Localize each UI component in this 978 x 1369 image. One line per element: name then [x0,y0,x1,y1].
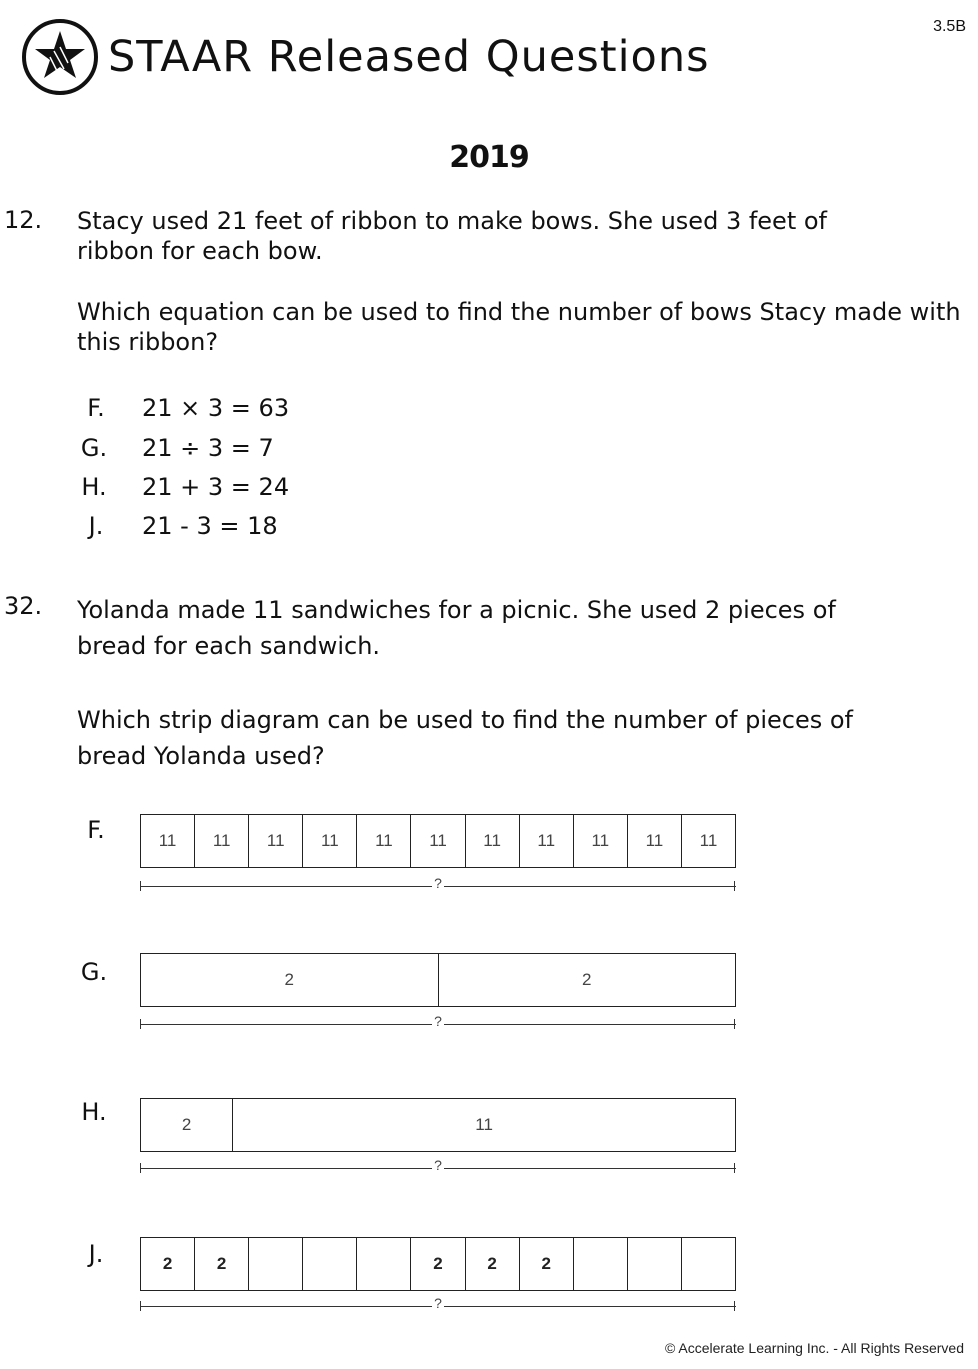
question-prompt: Which strip diagram can be used to find the number of pieces of bread Yolanda used? [77,706,853,770]
strip-cell: 11 [574,815,628,867]
choice-equation: 21 ÷ 3 = 7 [142,434,274,462]
strip-cell: 11 [520,815,574,867]
star-logo-icon [20,17,100,97]
total-unknown-label: ? [434,875,442,891]
choice-letter: H. [81,473,107,501]
total-unknown-label: ? [434,1157,442,1173]
question-text: Yolanda made 11 sandwiches for a picnic. She used 2 pieces of bread for each sandwich. [77,596,836,660]
choice-letter: J. [88,1240,104,1268]
strip-cell: 2 [411,1238,465,1290]
strip-cell: 2 [520,1238,574,1290]
total-bracket [140,875,736,894]
strip-diagram-j [140,1237,736,1291]
strip-cell: 2 [195,1238,249,1290]
strip-cell: 11 [303,815,357,867]
strip-cell [303,1238,357,1290]
strip-cell [682,1238,735,1290]
strip-cell: 11 [249,815,303,867]
total-unknown-label: ? [434,1013,442,1029]
total-bracket [140,1013,736,1032]
strip-cell: 2 [466,1238,520,1290]
strip-cell: 11 [628,815,682,867]
choice-equation: 21 × 3 = 63 [142,394,290,422]
strip-cell: 11 [699,831,718,850]
question-number: 32. [4,592,43,620]
choice-letter: G. [80,958,108,986]
standard-code: 3.5B [933,18,966,35]
strip-cell: 2 [141,954,439,1006]
choice-equation: 21 + 3 = 24 [142,473,290,501]
strip-cell: 2 [141,1238,195,1290]
strip-cell: 2 [582,970,592,989]
strip-cell: 2 [141,1099,233,1151]
choice-letter: G. [80,434,108,462]
choice-letter: F. [87,394,105,422]
strip-cell: 11 [411,815,465,867]
total-bracket [140,1157,736,1176]
strip-cell: 11 [357,815,411,867]
question-number: 12. [4,206,43,234]
question-prompt: Which equation can be used to find the number of bows Stacy made with this ribbon? [77,298,961,356]
strip-cell: 11 [141,815,195,867]
choice-letter: F. [87,816,105,844]
choice-letter: J. [88,512,104,540]
header-title: STAAR Released Questions [108,32,710,82]
strip-diagram-g [140,953,736,1007]
strip-cell [574,1238,628,1290]
strip-diagram-f [140,814,736,868]
strip-cell: 11 [475,1115,493,1134]
question-text: Stacy used 21 feet of ribbon to make bows. She used 3 feet of ribbon for each bow. [77,207,827,265]
choice-equation: 21 - 3 = 18 [142,512,278,540]
strip-cell: 11 [466,815,520,867]
choice-letter: H. [81,1098,107,1126]
total-unknown-label: ? [434,1295,442,1311]
strip-cell: 11 [195,815,249,867]
strip-cell [357,1238,411,1290]
year-heading: 2019 [449,140,529,175]
strip-cell [628,1238,682,1290]
total-bracket [140,1295,736,1314]
strip-cell [249,1238,303,1290]
copyright-footer: © Accelerate Learning Inc. - All Rights Reserved [664,1340,964,1356]
strip-diagram-h [140,1098,736,1152]
